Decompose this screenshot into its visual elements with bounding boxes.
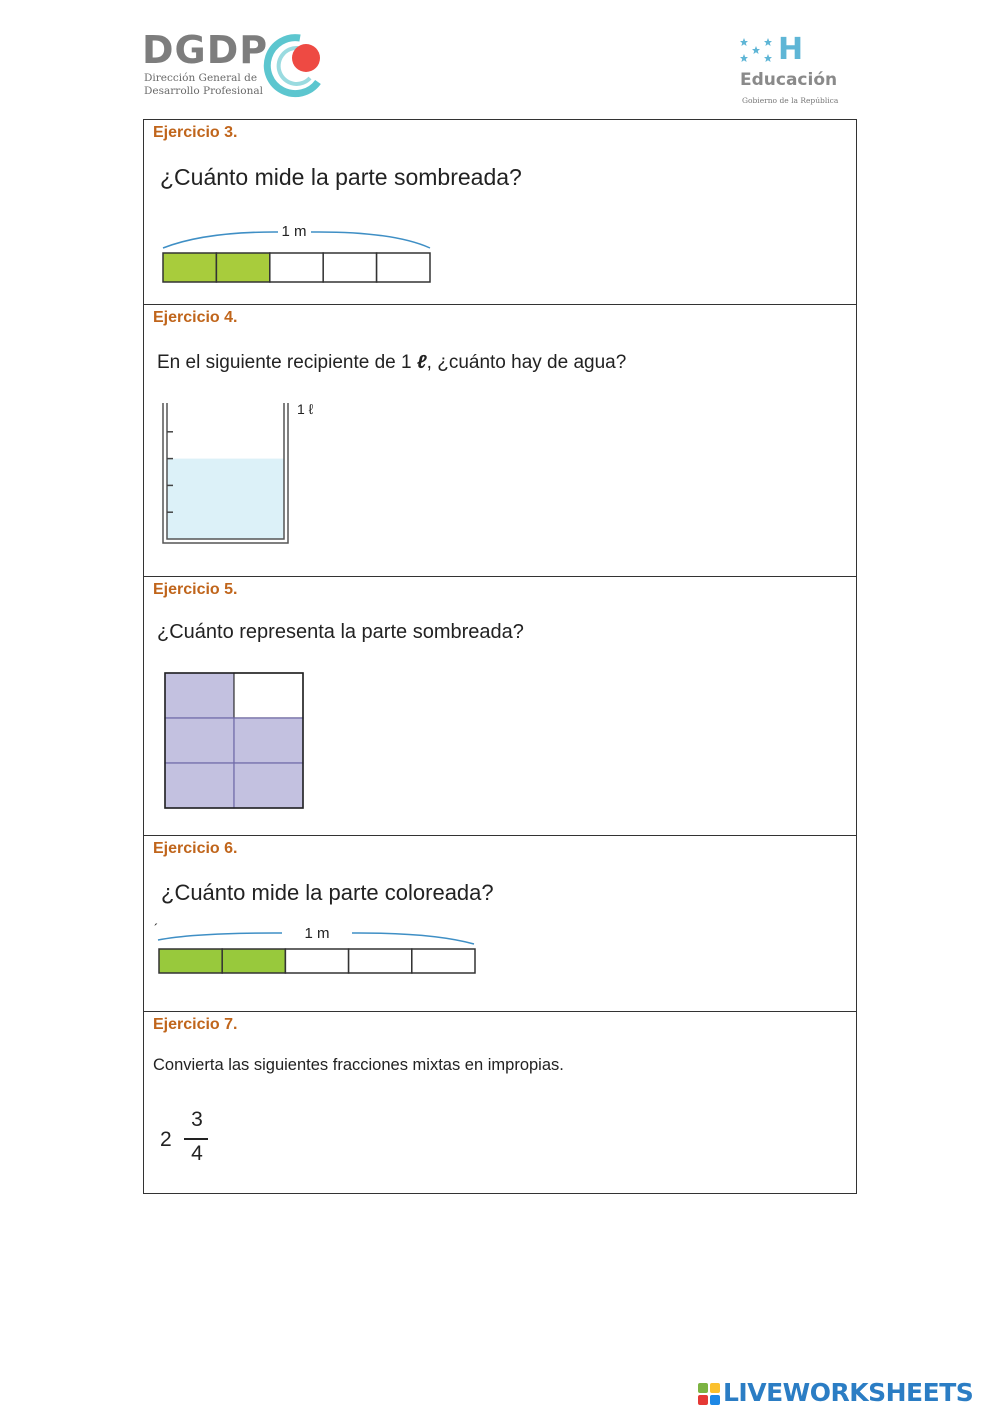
exercise-4 [143, 305, 857, 577]
segmented-bar [163, 253, 430, 282]
educacion-logo-letter: H [778, 32, 804, 67]
exercise-title: Ejercicio 3. [153, 124, 238, 141]
grid-cell-shaded [165, 718, 234, 763]
dgdp-logo [142, 30, 332, 102]
page-header [0, 0, 1000, 118]
capacity-label: 1 ℓ [297, 401, 314, 417]
educacion-logo-name: Educación [740, 70, 838, 90]
length-bar-figure [144, 215, 858, 290]
liveworksheets-logo [697, 1378, 997, 1410]
length-bar-figure [144, 920, 858, 990]
stars-icon [738, 36, 778, 66]
question-text-prefix: En el siguiente recipiente de 1 [157, 352, 417, 373]
exercise-title: Ejercicio 5. [153, 581, 238, 598]
beaker [163, 403, 288, 543]
bar-segment [349, 949, 412, 973]
exercise-title: Ejercicio 4. [153, 309, 238, 326]
fraction-grid [165, 673, 303, 808]
exercise-question: ¿Cuánto mide la parte sombreada? [160, 164, 522, 190]
bar-segment-shaded [159, 949, 222, 973]
segmented-bar [159, 949, 475, 973]
exercise-5 [143, 577, 857, 836]
exercise-title: Ejercicio 7. [153, 1016, 238, 1033]
educacion-logo [738, 34, 858, 112]
exercise-question [157, 352, 626, 374]
liveworksheets-brand: LIVEWORKSHEETS [723, 1378, 974, 1407]
bar-segment [285, 949, 348, 973]
fraction-denominator: 4 [191, 1142, 203, 1165]
exercise-question: ¿Cuánto mide la parte coloreada? [161, 880, 494, 905]
mixed-fraction [160, 1108, 240, 1172]
bar-segment-shaded [222, 949, 285, 973]
worksheet [143, 119, 857, 1194]
fraction-numerator: 3 [191, 1108, 203, 1131]
bar-segment-shaded [216, 253, 269, 282]
bar-segment-shaded [163, 253, 216, 282]
grid-cell [234, 673, 303, 718]
bar-length-label: 1 m [304, 925, 330, 942]
exercise-title: Ejercicio 6. [153, 840, 238, 857]
liveworksheets-icon [697, 1382, 721, 1406]
dgdp-logo-letters: DGDP [142, 28, 269, 72]
question-text-suffix: , ¿cuánto hay de agua? [426, 352, 627, 373]
bar-length-label: 1 m [281, 223, 307, 240]
bar-segment [270, 253, 323, 282]
exercise-3 [143, 119, 857, 305]
grid-figure [144, 667, 858, 817]
fraction-whole: 2 [160, 1128, 172, 1151]
educacion-logo-subtitle: Gobierno de la República [742, 96, 839, 105]
exercise-question: ¿Cuánto representa la parte sombreada? [157, 621, 524, 643]
dgdp-line1: Dirección General de [144, 72, 258, 84]
exercise-6 [143, 836, 857, 1012]
exercise-7 [143, 1012, 857, 1194]
container-figure [144, 391, 858, 571]
stray-mark: ´ [154, 921, 159, 936]
dgdp-logo-subtitle [144, 72, 263, 98]
grid-cell-shaded [234, 718, 303, 763]
exercise-question: Convierta las siguientes fracciones mixtas en impropias. [153, 1056, 564, 1074]
grid-cell-shaded [234, 763, 303, 808]
bar-segment [377, 253, 430, 282]
bar-segment [412, 949, 475, 973]
grid-cell-shaded [165, 763, 234, 808]
water-fill [167, 459, 284, 539]
question-unit: ℓ [416, 352, 427, 373]
fraction-bar [184, 1138, 208, 1140]
dgdp-line2: Desarrollo Profesional [144, 85, 263, 97]
dgdp-emblem-icon [260, 32, 326, 98]
grid-cell-shaded [165, 673, 234, 718]
bar-segment [323, 253, 376, 282]
